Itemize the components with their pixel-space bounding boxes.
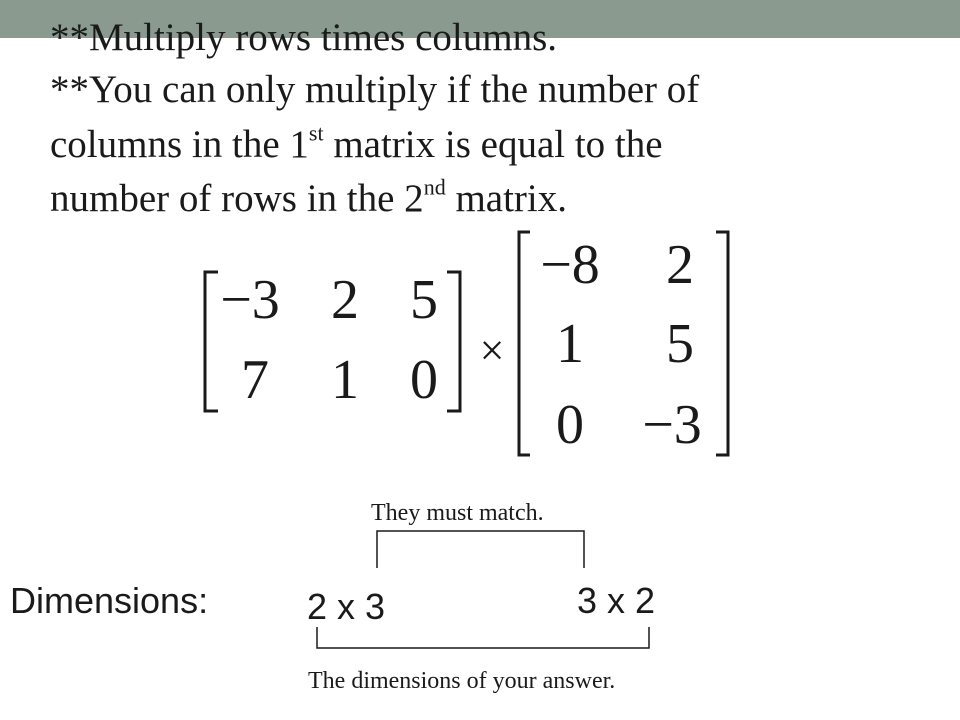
second-matrix-dimensions: 3 x 2 [577,580,656,621]
matrix-a-cell: 5 [410,269,438,331]
matrix-a-cell: 0 [410,349,438,411]
matrix-b-cell: 2 [666,234,694,296]
multiply-sign: × [479,326,505,375]
match-connector [377,531,584,568]
matrix-b-cell: 1 [556,313,584,375]
rule-line-2: **You can only multiply if the number of [50,68,700,111]
rule-line-1: **Multiply rows times columns. [50,16,557,59]
matrix-b-cell: −8 [540,234,600,296]
matrix-a-cell: −3 [220,269,280,331]
matrix-b-cell: 5 [666,313,694,375]
matrix-b-cell: 0 [556,394,584,456]
first-matrix-dimensions: 2 x 3 [307,586,386,627]
ordinal-suffix-st: st [308,120,324,146]
ordinal-suffix-nd: nd [423,174,446,200]
rule-line-3-end: matrix is equal to the [323,123,663,166]
matrix-b-left-bracket [519,232,530,455]
matrix-b-cell: −3 [642,394,702,456]
matrix-a-cell: 2 [331,269,359,331]
matrix-a-right-bracket [447,272,460,411]
rule-line-3-start: columns in the 1 [50,123,309,166]
match-note: They must match. [371,500,544,526]
rule-line-4-end: matrix. [445,177,567,220]
matrix-a-cell: 1 [331,349,359,411]
matrix-a-cell: 7 [241,349,269,411]
matrix-a-left-bracket [205,272,218,411]
answer-connector [317,627,649,648]
matrix-b-right-bracket [716,232,728,455]
dimensions-label: Dimensions: [10,580,209,621]
answer-note: The dimensions of your answer. [308,668,616,694]
rule-line-4-start: number of rows in the 2 [50,177,424,220]
